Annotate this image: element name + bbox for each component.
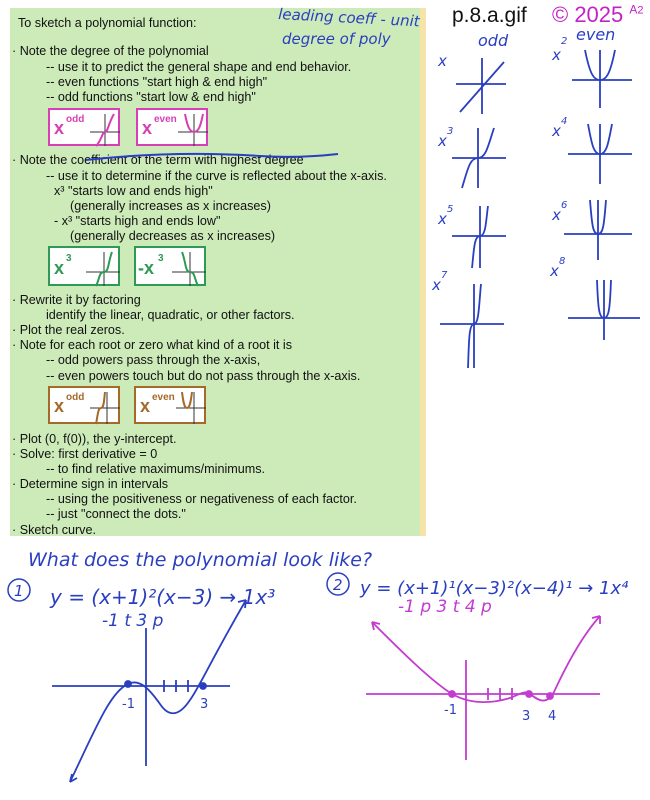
author-sup: 2 <box>637 4 644 17</box>
box-label-base: -x <box>138 258 155 278</box>
note-line: -- odd powers pass through the x-axis, <box>46 353 261 367</box>
box-label-sup: 3 <box>66 253 72 264</box>
note-line: -- even powers touch but do not pass through the x-axis. <box>46 369 361 383</box>
box-label-sup: even <box>154 114 177 125</box>
note-line: -- just "connect the dots." <box>46 507 186 521</box>
power-label: x <box>432 276 441 294</box>
column-odd: odd <box>478 31 509 50</box>
note-line: - x³ "starts high and ends low" <box>54 214 221 228</box>
power-label: x <box>552 46 561 64</box>
box-label-base: x <box>140 396 151 416</box>
power-exp: 3 <box>447 126 454 137</box>
power-exp: 4 <box>561 116 568 127</box>
power-label: x <box>438 210 447 228</box>
box-label-base: x <box>142 118 153 138</box>
annotation-leading-coeff: leading coeff - unit <box>277 5 421 31</box>
question-heading: What does the polynomial look like? <box>28 549 373 571</box>
example-2-equation: y = (x+1)¹(x−3)²(x−4)¹ → 1x⁴ <box>360 578 629 599</box>
example-2-graph <box>366 616 600 760</box>
box-label-sup: even <box>152 392 175 403</box>
example-1-tick-3: 3 <box>200 697 209 712</box>
example-2-number: 2 <box>333 576 343 594</box>
power-exp: 7 <box>441 270 448 281</box>
note-line: (generally decreases as x increases) <box>70 229 276 243</box>
power-exp: 8 <box>559 256 566 267</box>
note-line: -- even functions "start high & end high" <box>46 75 268 89</box>
box-label-base: x <box>54 396 65 416</box>
note-line: -- using the positiveness or negativeness of each factor. <box>46 492 357 506</box>
example-2-tick-3: 3 <box>522 709 531 724</box>
box-label-base: x <box>54 258 65 278</box>
note-line: · Note for each root or zero what kind of a root it is <box>12 338 292 352</box>
note-line: x³ "starts low and ends high" <box>54 184 213 198</box>
author-mark: A <box>629 2 638 17</box>
note-line: -- use it to determine if the curve is reflected about the x-axis. <box>46 169 387 183</box>
note-line: · Determine sign in intervals <box>12 477 169 491</box>
note-line: · Sketch curve. <box>12 523 96 537</box>
box-label-sup: 3 <box>158 253 164 264</box>
underline-squiggle <box>86 154 338 160</box>
example-2-tick-neg1: -1 <box>444 703 457 718</box>
example-1-roots: -1 t 3 p <box>102 611 164 631</box>
note-line: · Plot (0, f(0)), the y-intercept. <box>12 432 177 446</box>
note-line: identify the linear, quadratic, or other factors. <box>46 308 295 322</box>
example-1-tick-neg1: -1 <box>122 697 135 712</box>
example-1-equation: y = (x+1)²(x−3) → 1x³ <box>50 585 276 609</box>
power-exp: 5 <box>447 204 454 215</box>
note-line: · Note the coefficient of the term with highest degree <box>12 153 304 167</box>
note-line: · Plot the real zeros. <box>12 323 125 337</box>
power-label: x <box>552 122 561 140</box>
note-line: (generally increases as x increases) <box>70 199 271 213</box>
power-label: x <box>438 132 447 150</box>
file-name: p.8.a.gif <box>452 4 527 27</box>
box-label-sup: odd <box>66 392 85 403</box>
note-line: -- odd functions "start low & end high" <box>46 90 256 104</box>
example-2-tick-4: 4 <box>548 709 557 724</box>
power-exp: 6 <box>561 200 568 211</box>
note-line: · Note the degree of the polynomial <box>12 44 209 58</box>
annotation-degree: degree of poly <box>282 30 391 48</box>
note-line: · Rewrite it by factoring <box>12 293 141 307</box>
note-line: -- use it to predict the general shape and end behavior. <box>46 60 352 74</box>
power-label: x <box>552 206 561 224</box>
notes-title: To sketch a polynomial function: <box>18 16 197 30</box>
example-1-number: 1 <box>14 582 24 600</box>
column-even: even <box>576 25 616 44</box>
copyright-text: © 2025 <box>552 2 624 27</box>
power-label: x <box>550 262 559 280</box>
box-label-sup: odd <box>66 114 85 125</box>
note-line: -- to find relative maximums/minimums. <box>46 462 266 476</box>
power-exp: 2 <box>561 36 568 47</box>
box-label-base: x <box>54 118 65 138</box>
power-label: x <box>438 52 447 70</box>
note-line: · Solve: first derivative = 0 <box>12 447 158 461</box>
example-2-roots: -1 p 3 t 4 p <box>398 597 492 617</box>
